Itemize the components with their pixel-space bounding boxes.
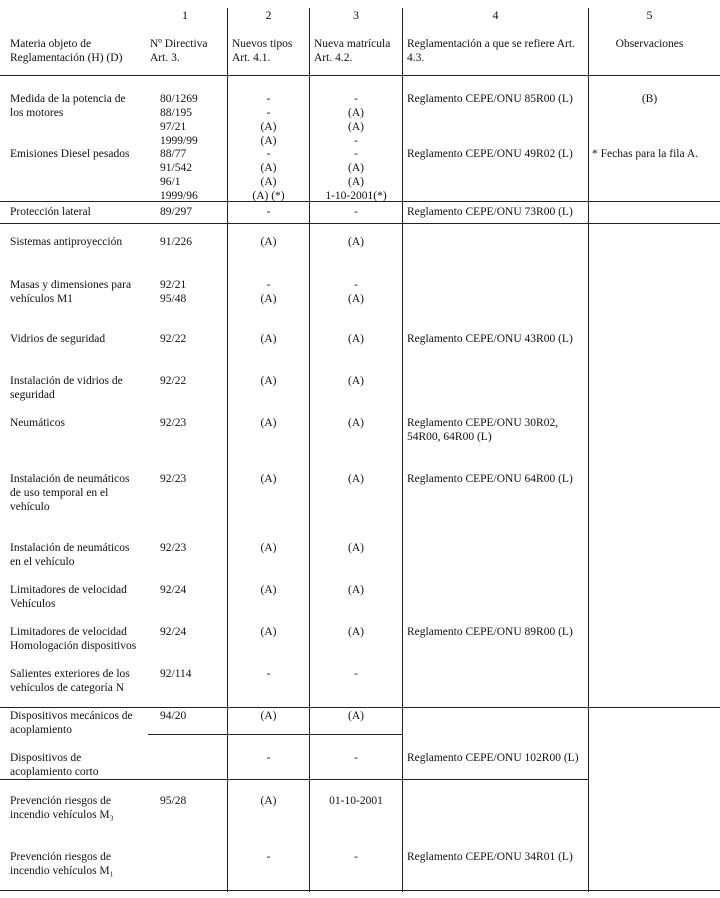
row-divider <box>0 707 720 708</box>
cell-directiva: 92/24 <box>160 584 187 596</box>
cell-nuevos-tipos: - <box>266 206 271 218</box>
cell-nuevos-tipos: - (A) <box>260 279 277 305</box>
cell-nuevos-tipos: (A) <box>260 375 277 387</box>
cell-materia: Salientes exteriores de los vehículos de categoría N <box>10 668 130 694</box>
row-divider <box>0 779 588 780</box>
cell-nuevos-tipos: (A) <box>260 795 277 807</box>
cell-directiva: 92/114 <box>160 668 192 680</box>
column-number: 4 <box>492 8 499 22</box>
cell-nueva-matricula: (A) <box>348 710 364 722</box>
cell-directiva: 88/77 91/542 96/1 1999/96 <box>160 148 198 202</box>
cell-materia: Limitadores de velocidad Homologación dispositivos <box>10 626 137 652</box>
header-reglamentacion: Reglamentación a que se refiere Art. 4.3. <box>407 38 575 64</box>
cell-nueva-matricula: (A) <box>348 584 364 596</box>
cell-nuevos-tipos: (A) <box>260 473 277 485</box>
cell-nuevos-tipos: - - (A) (A) <box>260 93 277 147</box>
cell-observaciones: (B) <box>641 93 658 105</box>
cell-materia: Neumáticos <box>10 417 65 429</box>
header-observaciones: Observaciones <box>615 38 684 50</box>
column-number: 5 <box>646 8 653 22</box>
cell-nuevos-tipos: - (A) (A) (A) (*) <box>252 148 285 202</box>
cell-materia: Prevención riesgos de incendio vehículos M₃ <box>10 795 114 821</box>
cell-nuevos-tipos: (A) <box>260 584 277 596</box>
cell-observaciones: * Fechas para la fila A. <box>592 148 699 160</box>
cell-nuevos-tipos: (A) <box>260 417 277 429</box>
cell-directiva: 92/22 <box>160 333 187 345</box>
cell-directiva: 95/28 <box>160 795 187 807</box>
cell-directiva: 92/24 <box>160 626 187 638</box>
column-number: 3 <box>353 8 359 22</box>
cell-directiva: 92/23 <box>160 542 187 554</box>
column-number: 2 <box>265 8 272 22</box>
cell-materia: Masas y dimensiones para vehículos M1 <box>10 279 132 305</box>
cell-reglamentacion: Reglamento CEPE/ONU 73R00 (L) <box>407 206 573 218</box>
cell-nueva-matricula: - (A) <box>348 279 364 305</box>
cell-nuevos-tipos: (A) <box>260 542 277 554</box>
cell-directiva: 92/21 95/48 <box>160 279 187 305</box>
cell-directiva: 92/23 <box>160 417 187 429</box>
cell-nueva-matricula: (A) <box>348 417 364 429</box>
header-nueva-matricula: Nueva matrícula Art. 4.2. <box>314 38 391 64</box>
header-directiva: Nº Directiva Art. 3. <box>150 38 208 64</box>
cell-materia: Prevención riesgos de incendio vehículos M₁ <box>10 851 114 877</box>
row-divider <box>0 223 720 224</box>
cell-materia: Dispositivos de acoplamiento corto <box>10 752 99 778</box>
cell-nuevos-tipos: (A) <box>260 333 277 345</box>
column-divider <box>588 8 589 892</box>
cell-materia: Protección lateral <box>10 206 91 218</box>
row-divider <box>0 75 720 76</box>
cell-materia: Instalación de neumáticos de uso temporal en el vehículo <box>10 473 130 513</box>
cell-reglamentacion: Reglamento CEPE/ONU 30R02, 54R00, 64R00 (L) <box>407 417 559 443</box>
cell-reglamentacion: Reglamento CEPE/ONU 43R00 (L) <box>407 333 573 345</box>
cell-reglamentacion: Reglamento CEPE/ONU 85R00 (L) <box>407 93 573 105</box>
cell-directiva: 92/23 <box>160 473 187 485</box>
column-divider <box>402 8 403 892</box>
cell-nuevos-tipos: - <box>266 752 271 764</box>
cell-materia: Sistemas antiproyección <box>10 236 123 248</box>
header-materia: Materia objeto de Reglamentación (H) (D) <box>10 38 123 64</box>
row-divider <box>148 734 403 735</box>
cell-nuevos-tipos: (A) <box>260 236 277 248</box>
cell-materia: Dispositivos mecánicos de acoplamiento <box>10 710 133 736</box>
column-number: 1 <box>182 8 188 22</box>
cell-nuevos-tipos: (A) <box>260 626 277 638</box>
header-nuevos-tipos: Nuevos tipos Art. 4.1. <box>232 38 293 64</box>
cell-directiva: 91/226 <box>160 236 192 248</box>
cell-directiva: 94/20 <box>160 710 187 722</box>
cell-directiva: 89/297 <box>160 206 192 218</box>
cell-materia: Vidrios de seguridad <box>10 333 106 345</box>
cell-nueva-matricula: (A) <box>348 542 364 554</box>
cell-nueva-matricula: (A) <box>348 333 364 345</box>
cell-nueva-matricula: (A) <box>348 626 364 638</box>
cell-nuevos-tipos: - <box>266 851 271 863</box>
cell-reglamentacion: Reglamento CEPE/ONU 34R01 (L) <box>407 851 573 863</box>
cell-materia: Instalación de vidrios de seguridad <box>10 375 123 401</box>
cell-reglamentacion: Reglamento CEPE/ONU 89R00 (L) <box>407 626 573 638</box>
cell-directiva: 92/22 <box>160 375 187 387</box>
cell-materia: Emisiones Diesel pesados <box>10 148 130 160</box>
cell-nueva-matricula: - <box>354 668 358 680</box>
cell-nueva-matricula: (A) <box>348 236 364 248</box>
cell-materia: Instalación de neumáticos en el vehículo <box>10 542 130 568</box>
cell-nueva-matricula: 01-10-2001 <box>329 795 383 807</box>
cell-nueva-matricula: - (A) (A) - <box>348 93 364 147</box>
cell-materia: Limitadores de velocidad Vehículos <box>10 584 127 610</box>
cell-reglamentacion: Reglamento CEPE/ONU 102R00 (L) <box>407 752 579 764</box>
cell-nueva-matricula: (A) <box>348 375 364 387</box>
cell-nueva-matricula: - <box>354 851 358 863</box>
cell-nueva-matricula: - (A) (A) 1-10-2001(*) <box>325 148 387 202</box>
cell-nueva-matricula: (A) <box>348 473 364 485</box>
cell-nueva-matricula: - <box>354 206 358 218</box>
cell-nuevos-tipos: (A) <box>260 710 277 722</box>
cell-nueva-matricula: - <box>354 752 358 764</box>
cell-materia: Medida de la potencia de los motores <box>10 93 126 119</box>
cell-directiva: 80/1269 88/195 97/21 1999/99 <box>160 93 198 147</box>
cell-reglamentacion: Reglamento CEPE/ONU 64R00 (L) <box>407 473 573 485</box>
cell-reglamentacion: Reglamento CEPE/ONU 49R02 (L) <box>407 148 573 160</box>
row-divider <box>0 890 720 891</box>
cell-nuevos-tipos: - <box>266 668 271 680</box>
